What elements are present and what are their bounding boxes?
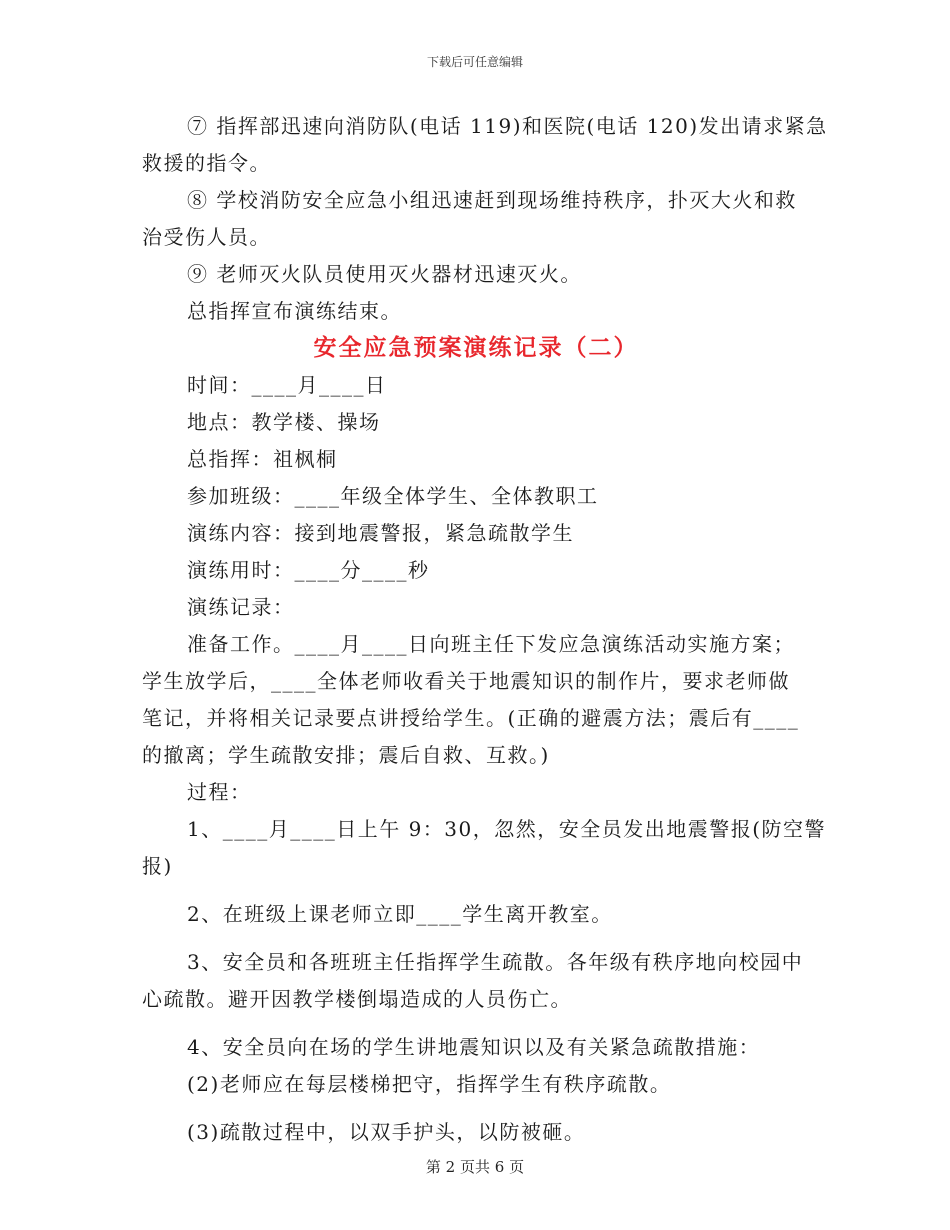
prep-line-3: 笔记，并将相关记录要点讲授给学生。(正确的避震方法；震后有____ [142, 706, 800, 730]
field-classes [142, 478, 810, 515]
page-footer: 第 2 页共 6 页 [425, 1158, 525, 1176]
classes-line: 参加班级：____年级全体学生、全体教职工 [187, 484, 599, 508]
item-7-line-2: 救援的指令。 [142, 151, 271, 175]
step-4-line: 4、安全员向在场的学生讲地震知识以及有关紧急疏散措施： [187, 1035, 761, 1059]
time-line: 时间：____月____日 [187, 373, 387, 397]
prep-paragraph [142, 626, 810, 774]
field-place [142, 404, 810, 441]
place-line: 地点：教学楼、操场 [187, 410, 381, 434]
field-duration [142, 552, 810, 589]
field-time [142, 367, 810, 404]
item-7-line-1: ⑦ 指挥部迅速向消防队(电话 119)和医院(电话 120)发出请求紧急 [187, 114, 828, 138]
step-1 [142, 811, 827, 885]
item-9 [142, 256, 810, 293]
duration-line: 演练用时：____分____秒 [187, 558, 430, 582]
field-commander [142, 441, 810, 478]
drill-end-line: 总指挥宣布演练结束。 [187, 299, 402, 323]
prep-line-1: 准备工作。____月____日向班主任下发应急演练活动实施方案； [187, 632, 795, 656]
prep-line-2: 学生放学后，____全体老师收看关于地震知识的制作片，要求老师做 [142, 669, 790, 693]
sub-item-3-line: (3)疏散过程中，以双手护头，以防被砸。 [187, 1120, 586, 1144]
item-8-line-1: ⑧ 学校消防安全应急小组迅速赶到现场维持秩序，扑灭大火和救 [187, 188, 797, 212]
sub-item-3 [142, 1114, 810, 1151]
item-7 [142, 108, 828, 182]
prep-line-4: 的撤离；学生疏散安排；震后自救、互救。) [142, 743, 550, 767]
sub-item-2-line: (2)老师应在每层楼梯把守，指挥学生有秩序疏散。 [187, 1072, 672, 1096]
step-1-line-2: 报) [142, 854, 173, 878]
process-label [142, 774, 810, 811]
record-label: 演练记录： [187, 595, 295, 619]
step-2-line: 2、在班级上课老师立即____学生离开教室。 [187, 902, 613, 926]
field-content [142, 515, 810, 552]
step-1-line-1: 1、____月____日上午 9：30，忽然，安全员发出地震警报(防空警 [187, 817, 827, 841]
step-3-line-1: 3、安全员和各班班主任指挥学生疏散。各年级有秩序地向校园中 [187, 950, 804, 974]
step-3 [142, 944, 810, 1018]
drill-end [142, 293, 810, 330]
field-record [142, 589, 810, 626]
process-label-line: 过程： [187, 780, 252, 804]
step-4 [142, 1029, 810, 1066]
item-9-line: ⑨ 老师灭火队员使用灭火器材迅速灭火。 [187, 262, 582, 286]
document-body [142, 108, 828, 1151]
commander-line: 总指挥：祖枫桐 [187, 447, 338, 471]
content-line: 演练内容：接到地震警报，紧急疏散学生 [187, 521, 574, 545]
item-8 [142, 182, 810, 256]
page-header: 下载后可任意编辑 [426, 55, 523, 69]
item-8-line-2: 治受伤人员。 [142, 225, 271, 249]
step-3-line-2: 心疏散。避开因教学楼倒塌造成的人员伤亡。 [142, 987, 572, 1011]
section-title: 安全应急预案演练记录（二） [313, 335, 639, 361]
sub-item-2 [142, 1066, 810, 1103]
step-2 [142, 896, 810, 933]
